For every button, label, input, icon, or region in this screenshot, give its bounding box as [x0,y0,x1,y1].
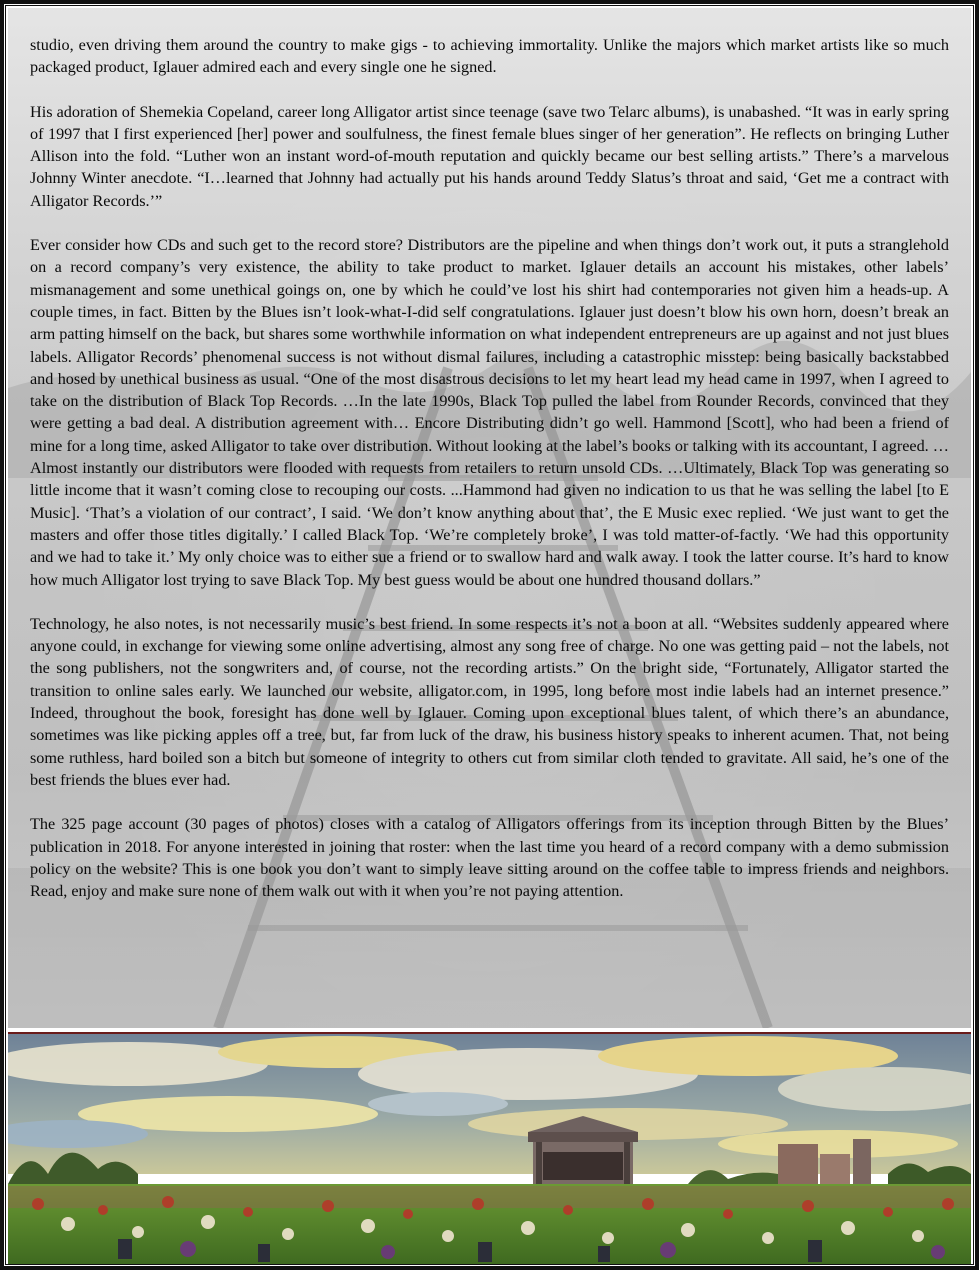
paragraph: The 325 page account (30 pages of photos) closes with a catalog of Alligators offerings from its inception through Bitten by the Blues’ publication in 2018. For anyone interested in joining that roster: when the last time you heard of a record company with a demo submission policy on the website? This is one book you don’t want to simply leave sitting around on the coffee table to impress friends and neighbors. Read, enjoy and make sure none of them walk out with it when you’re not paying attention. [30,815,949,901]
panorama-image [8,1034,971,1264]
festival-crowd-photo [8,1032,971,1264]
article-text [8,8,971,902]
paragraph: studio, even driving them around the country to make gigs - to achieving immortality. Unlike the majors which market artists like so much packaged product, Iglauer admired each and every single one he signed. [30,36,949,77]
paragraph: His adoration of Shemekia Copeland, career long Alligator artist since teenage (save two Telarc albums), is unabashed. “It was in early spring of 1997 that I first experienced [her] power and soulfulness, the finest female blues singer of her generation”. He reflects on bringing Luther Allison into the fold. “Luther won an instant word-of-mouth reputation and quickly became our best selling artists.” There’s a marvelous Johnny Winter anecdote. “I…learned that Johnny had actually put his hands around Teddy Slatus’s throat and said, ‘Get me a contract with Alligator Records.’” [30,102,949,210]
paragraph: Ever consider how CDs and such get to the record store? Distributors are the pipeline and when things don’t work out, it puts a stranglehold on a record company’s very existence, the ability to take product to market. Iglauer details an account his mistakes, other labels’ mismanagement and some unethical goings on, one by which he could’ve lost his shirt had contemporaries not given him a heads-up. A couple times, in fact. Bitten by the Blues isn’t look-what-I-did self congratulations. Iglauer just doesn’t blow his own horn, doesn’t break an arm patting himself on the back, but shares some worthwhile information on what independent entrepreneurs are up against and not just blues labels. Alligator Records’ phenomenal success is not without dismal failures, including a catastrophic misstep: being basically backstabbed and hosed by unethical business as usual. “One of the most disastrous decisions to let my heart lead my head came in 1997, when I agreed to take on the distribution of Black Top Records. …In the late 1990s, Black Top pulled the label from Rounder Records, convinced that they were getting a bad deal. A distribution agreement with… Encore Distributing didn’t go well. Hammond [Scott], who had been a friend of mine for a long time, asked Alligator to take over distribution. Without looking at the label’s books or talking with its accountant, I agreed. …Almost instantly our distributors were flooded with requests from retailers to return unsold CDs. …Ultimately, Black Top was generating so little income that it wasn’t coming close to recouping our costs. ...Hammond had given no indication to us that he was selling the label [to E Music]. ‘That’s a violation of our contract’, I said. ‘We don’t know anything about that’, the E Music exec replied. ‘We just want to get the masters and offer those titles digitally.’ I called Black Top. ‘We’re completely broke’, I was told matter-of-factly. ‘We had this opportunity and we had to take it.’ My only choice was to either sue a friend or to swallow hard and walk away. I took the latter course. It’s hard to know how much Alligator lost trying to save Black Top. My best guess would be about one hundred thousand dollars.” [30,236,949,589]
article-section [8,8,971,1028]
paragraph: Technology, he also notes, is not necessarily music’s best friend. In some respects it’s not a boon at all. “Websites suddenly appeared where anyone could, in exchange for viewing some online advertising, almost any song free of charge. No one was getting paid – not the labels, not the song publishers, not the songwriters and, of course, not the recording artists.” On the bright side, “Fortunately, Alligator started the transition to online sales early. We launched our website, alligator.com, in 1995, long before most indie labels had an internet presence.” Indeed, throughout the book, foresight has done well by Iglauer. Coming upon exceptional blues talent, of which there’s an abundance, sometimes was like picking apples off a tree, but, far from luck of the draw, his business history speaks to inherent acumen. That, not being some ruthless, hard boiled son a bitch but someone of integrity to others cut from similar cloth tended to gravitate. All said, he’s one of the best friends the blues ever had. [30,614,949,789]
